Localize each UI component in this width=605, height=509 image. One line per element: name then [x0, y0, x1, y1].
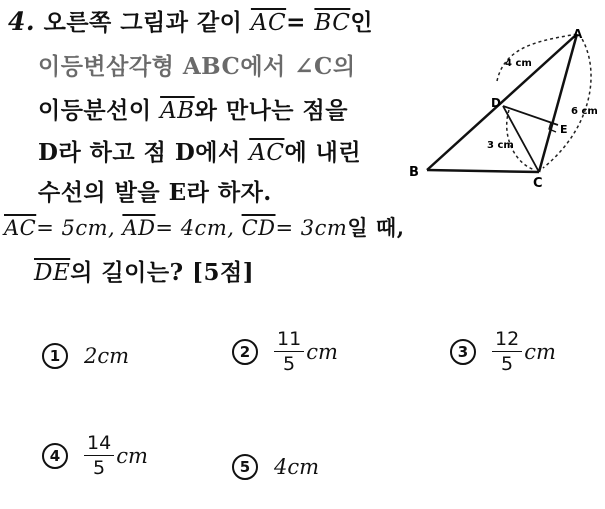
choice-unit: cm	[524, 339, 556, 364]
choice-mark: 2	[232, 339, 258, 365]
problem-line-3	[38, 92, 348, 125]
length-ad: = 4cm,	[155, 216, 242, 240]
length-label-cd: 3 cm	[487, 140, 514, 151]
segment-ad: $\overline{AD}$	[122, 216, 156, 240]
choice-unit: cm	[116, 443, 148, 468]
problem-line-7	[34, 254, 254, 287]
segment-ab: $\overline{AB}$	[160, 98, 195, 124]
equals-sign: =	[286, 9, 315, 36]
triangle-figure	[405, 26, 600, 188]
label-e: E	[560, 123, 568, 136]
segment-bc: $\overline{BC}$	[314, 10, 351, 36]
problem-line-1	[8, 4, 373, 37]
problem-text: 에 내린	[284, 139, 362, 166]
fraction-numerator: 14	[87, 432, 112, 454]
fraction-bar	[84, 455, 114, 456]
fraction-denominator: 5	[93, 457, 106, 479]
fraction-denominator: 5	[283, 353, 296, 375]
fraction	[84, 432, 114, 479]
side-ac	[539, 34, 577, 172]
fraction-bar	[492, 351, 522, 352]
label-b: B	[409, 165, 419, 180]
length-ac: = 5cm,	[36, 216, 123, 240]
choice-mark: 3	[450, 339, 476, 365]
fraction	[492, 328, 522, 375]
length-label-ad: 4 cm	[505, 58, 532, 69]
choice-mark: 4	[42, 443, 68, 469]
choice-value: 4cm	[274, 455, 320, 479]
problem-text: 인	[350, 9, 374, 36]
label-c: C	[533, 176, 543, 188]
problem-text: 일 때,	[347, 215, 405, 240]
segment-ac: $\overline{AC}$	[4, 216, 37, 240]
problem-text: 수선의 발을 E라 하자.	[38, 179, 272, 206]
arc-ac	[543, 34, 591, 168]
fraction-denominator: 5	[501, 353, 514, 375]
choice-5[interactable]	[232, 454, 319, 480]
problem-text: 오른쪽 그림과 같이	[43, 9, 251, 36]
length-cd: = 3cm	[275, 216, 348, 240]
problem-text: 이등변삼각형 ABC에서 ∠C의	[38, 53, 356, 80]
choice-unit: cm	[306, 339, 338, 364]
label-d: D	[491, 96, 501, 110]
segment-de: $\overline{DE}$	[34, 260, 71, 286]
fraction-bar	[274, 351, 304, 352]
choice-1[interactable]	[42, 343, 129, 369]
label-a: A	[573, 27, 583, 41]
problem-number: 4.	[8, 7, 36, 36]
segment-ac: $\overline{AC}$	[250, 10, 287, 36]
fraction-numerator: 12	[495, 328, 520, 350]
problem-question: 의 길이는? [5점]	[70, 259, 255, 286]
problem-line-5	[38, 174, 272, 207]
problem-line-6	[4, 212, 405, 242]
fraction	[274, 328, 304, 375]
choice-4[interactable]	[42, 432, 148, 479]
problem-line-2	[38, 48, 356, 81]
choice-value: 2cm	[84, 344, 130, 368]
segment-cd: $\overline{CD}$	[241, 216, 276, 240]
problem-text: D라 하고 점 D에서	[38, 139, 250, 166]
length-label-ac: 6 cm	[571, 106, 598, 117]
choice-2[interactable]	[232, 328, 338, 375]
side-bc	[427, 170, 539, 172]
fraction-numerator: 11	[277, 328, 302, 350]
problem-text: 이등분선이	[38, 97, 161, 124]
choice-3[interactable]	[450, 328, 556, 375]
choice-mark: 1	[42, 343, 68, 369]
problem-line-4	[38, 134, 361, 167]
problem-text: 와 만나는 점을	[194, 97, 348, 124]
segment-ac: $\overline{AC}$	[249, 140, 285, 166]
choice-mark: 5	[232, 454, 258, 480]
